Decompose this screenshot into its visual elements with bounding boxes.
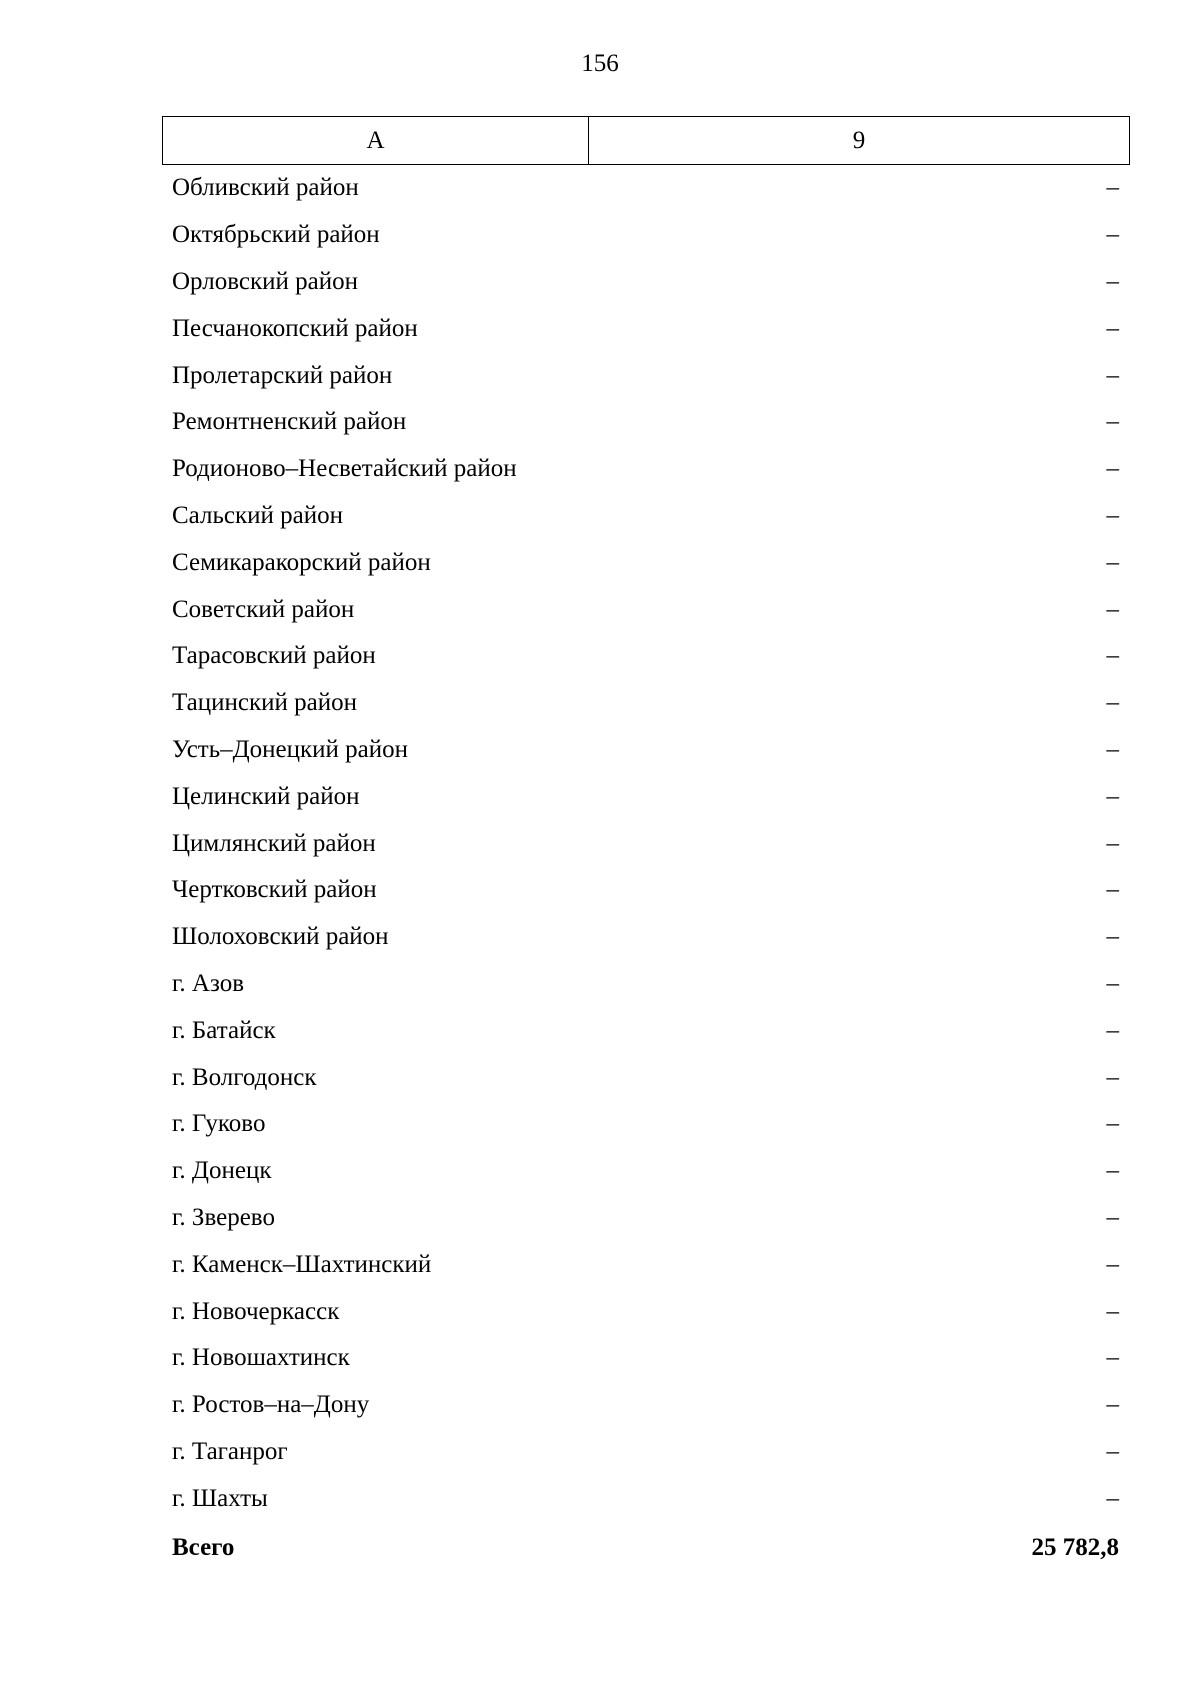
row-label: г. Азов <box>172 969 245 997</box>
table-row <box>162 1475 1130 1522</box>
row-label: Цимлянский район <box>172 829 376 857</box>
row-label: г. Волгодонск <box>172 1063 317 1091</box>
row-value: – <box>1106 782 1119 810</box>
page-number: 156 <box>581 50 619 77</box>
row-label: Песчанокопский район <box>172 314 418 342</box>
row-value: – <box>1106 642 1119 670</box>
table-row <box>162 1195 1130 1242</box>
row-label: Пролетарский район <box>172 361 393 389</box>
row-label: г. Шахты <box>172 1484 268 1512</box>
row-label: г. Гуково <box>172 1110 266 1138</box>
table-row <box>162 680 1130 727</box>
row-label: Тарасовский район <box>172 642 376 670</box>
row-label: Советский район <box>172 595 355 623</box>
row-value: – <box>1106 1297 1119 1325</box>
row-label: г. Каменск–Шахтинский <box>172 1250 432 1278</box>
row-label: г. Таганрог <box>172 1437 288 1465</box>
row-value: – <box>1106 1391 1119 1419</box>
row-value: – <box>1106 361 1119 389</box>
row-label: г. Новочеркасск <box>172 1297 340 1325</box>
row-value: – <box>1106 455 1119 483</box>
table-row <box>162 914 1130 961</box>
table-row <box>162 867 1130 914</box>
row-label: Родионово–Несветайский район <box>172 455 517 483</box>
table-row <box>162 586 1130 633</box>
row-value: – <box>1106 1203 1119 1231</box>
table-row <box>162 305 1130 352</box>
data-table <box>162 116 1130 1571</box>
row-value: – <box>1106 595 1119 623</box>
row-label: Шолоховский район <box>172 923 389 951</box>
table-row <box>162 446 1130 493</box>
table-row <box>162 820 1130 867</box>
table-row <box>162 1148 1130 1195</box>
table-row <box>162 539 1130 586</box>
table-row <box>162 1241 1130 1288</box>
table-row <box>162 352 1130 399</box>
row-value: – <box>1106 221 1119 249</box>
table-row <box>162 727 1130 774</box>
row-value: – <box>1106 1157 1119 1185</box>
row-label: г. Зверево <box>172 1203 275 1231</box>
row-value: – <box>1106 314 1119 342</box>
row-label: Обливский район <box>172 174 359 202</box>
row-label: г. Батайск <box>172 1016 276 1044</box>
table-row <box>162 1288 1130 1335</box>
table-row <box>162 1429 1130 1476</box>
table-row <box>162 165 1130 212</box>
row-value: – <box>1106 267 1119 295</box>
row-value: – <box>1106 969 1119 997</box>
table-row <box>162 773 1130 820</box>
table-row <box>162 961 1130 1008</box>
row-value: – <box>1106 923 1119 951</box>
table-row <box>162 1382 1130 1429</box>
row-value: – <box>1106 1250 1119 1278</box>
row-label: Орловский район <box>172 267 358 295</box>
row-value: – <box>1106 408 1119 436</box>
row-value: – <box>1106 548 1119 576</box>
row-value: – <box>1106 501 1119 529</box>
row-label: Усть–Донецкий район <box>172 735 409 763</box>
row-label: г. Донецк <box>172 1157 272 1185</box>
header-col-b: 9 <box>589 117 1130 165</box>
row-value: – <box>1106 829 1119 857</box>
row-value: – <box>1106 1344 1119 1372</box>
row-label: Семикаракорский район <box>172 548 431 576</box>
row-value: – <box>1106 735 1119 763</box>
row-value: – <box>1106 689 1119 717</box>
table-row <box>162 399 1130 446</box>
row-label: Целинский район <box>172 782 360 810</box>
table-row <box>162 1335 1130 1382</box>
table-body <box>162 165 1130 1571</box>
header-col-a: А <box>163 117 589 165</box>
table-row <box>162 259 1130 306</box>
total-row <box>162 1524 1130 1571</box>
table-row <box>162 212 1130 259</box>
row-label: Чертковский район <box>172 876 377 904</box>
row-value: – <box>1106 174 1119 202</box>
row-label: Ремонтненский район <box>172 408 407 436</box>
table-header <box>162 116 1130 165</box>
table-row <box>162 633 1130 680</box>
row-value: – <box>1106 1437 1119 1465</box>
row-value: – <box>1106 1063 1119 1091</box>
table-row <box>162 1101 1130 1148</box>
row-label: г. Новошахтинск <box>172 1344 350 1372</box>
row-label: Октябрьский район <box>172 221 380 249</box>
row-label: Тацинский район <box>172 689 357 717</box>
table-row <box>162 1054 1130 1101</box>
table-row <box>162 1007 1130 1054</box>
row-value: – <box>1106 1016 1119 1044</box>
total-label: Всего <box>172 1533 235 1561</box>
total-value: 25 782,8 <box>1031 1533 1119 1561</box>
table-row <box>162 493 1130 540</box>
row-label: г. Ростов–на–Дону <box>172 1391 370 1419</box>
row-label: Сальский район <box>172 501 343 529</box>
row-value: – <box>1106 1110 1119 1138</box>
row-value: – <box>1106 1484 1119 1512</box>
row-value: – <box>1106 876 1119 904</box>
